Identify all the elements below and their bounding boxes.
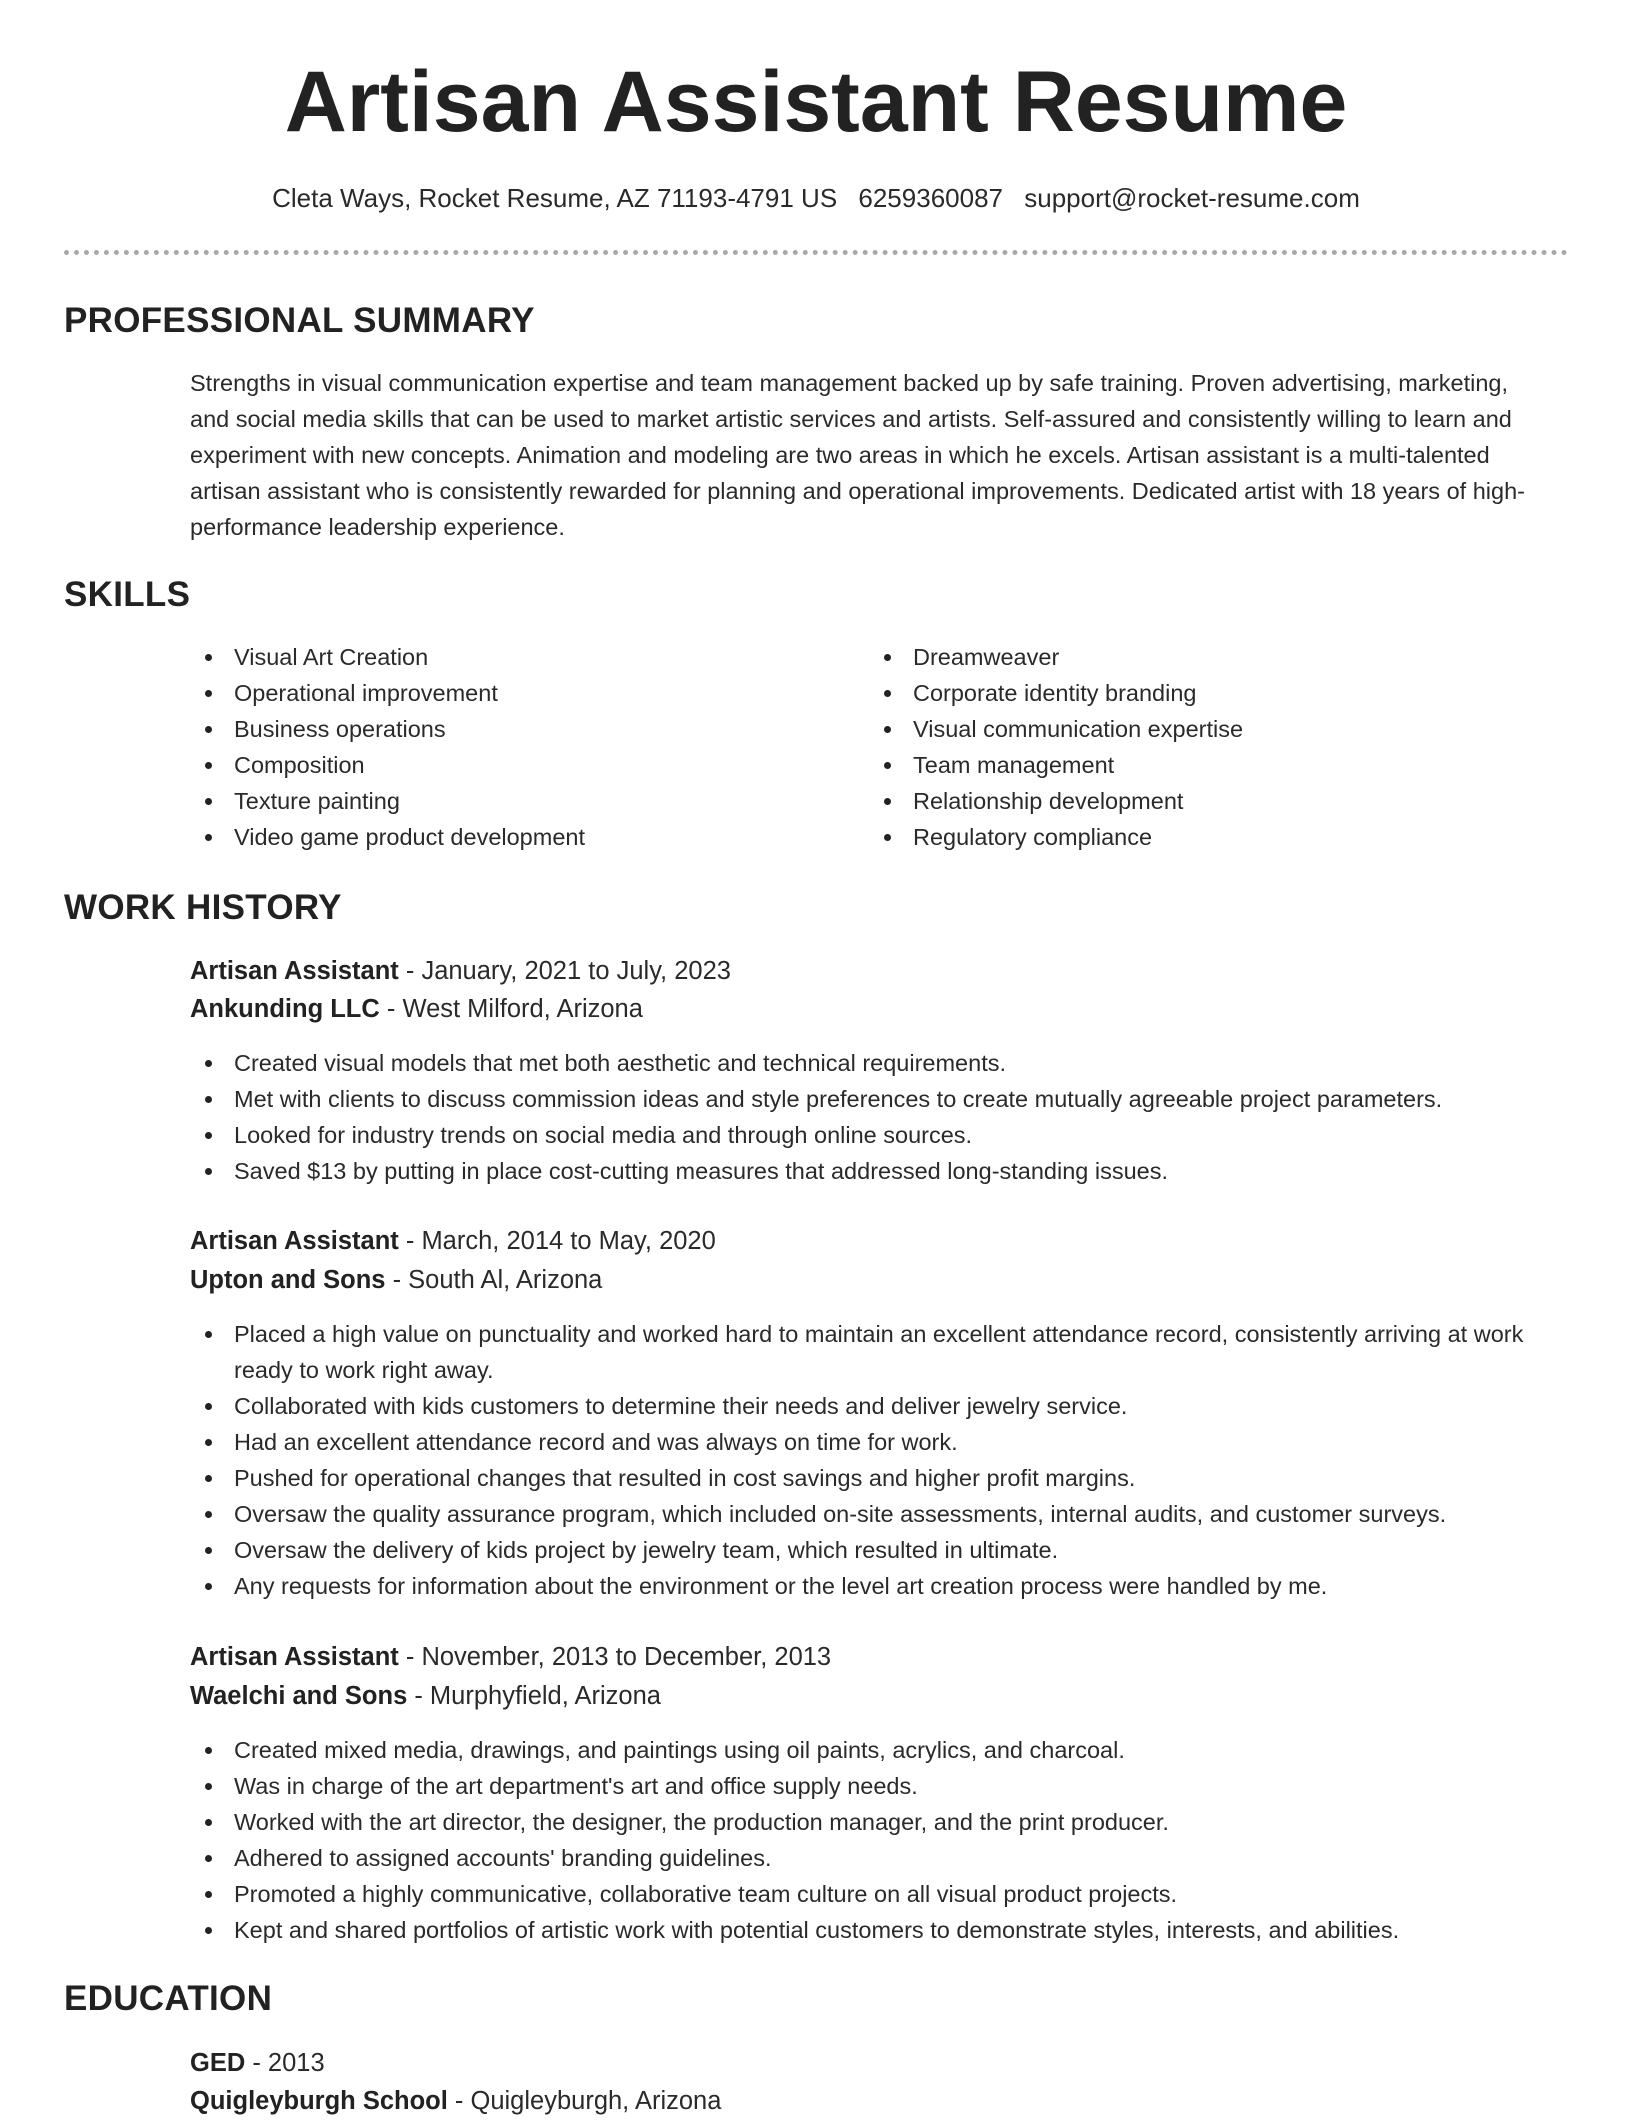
education-location: - Quigleyburgh, Arizona bbox=[447, 2087, 722, 2115]
job-company: Waelchi and Sons bbox=[190, 1682, 408, 1710]
job-bullet: Placed a high value on punctuality and worked hard to maintain an excellent attendance record, consistently arriving at work ready to work right away. bbox=[190, 1316, 1570, 1388]
job-company: Upton and Sons bbox=[190, 1266, 386, 1294]
work-history-heading: WORK HISTORY bbox=[64, 888, 342, 927]
job-bullet: Promoted a highly communicative, collaborative team culture on all visual product projects. bbox=[190, 1876, 1570, 1912]
job-location: - South Al, Arizona bbox=[385, 1266, 603, 1294]
job-title: Artisan Assistant bbox=[190, 957, 399, 985]
education-degree: GED bbox=[190, 2049, 246, 2077]
skill-item: Corporate identity branding bbox=[869, 675, 1243, 711]
job-bullet: Kept and shared portfolios of artistic work with potential customers to demonstrate styles, interests, and abilities. bbox=[190, 1912, 1570, 1948]
contact-line bbox=[0, 180, 1632, 216]
job-title-line bbox=[190, 1222, 716, 1260]
skills-heading: SKILLS bbox=[64, 575, 191, 614]
job-bullet: Had an excellent attendance record and was always on time for work. bbox=[190, 1424, 1570, 1460]
job-dates: - November, 2013 to December, 2013 bbox=[398, 1643, 832, 1671]
job-company-line bbox=[190, 990, 643, 1028]
skill-item: Visual Art Creation bbox=[190, 639, 585, 675]
skill-item: Dreamweaver bbox=[869, 639, 1243, 675]
job-title: Artisan Assistant bbox=[190, 1227, 399, 1255]
job-bullet: Oversaw the delivery of kids project by jewelry team, which resulted in ultimate. bbox=[190, 1532, 1570, 1568]
skills-list-right bbox=[869, 639, 1243, 855]
job-company: Ankunding LLC bbox=[190, 995, 380, 1023]
resume-title: Artisan Assistant Resume bbox=[284, 54, 1348, 150]
summary-heading: PROFESSIONAL SUMMARY bbox=[64, 301, 535, 340]
skill-item: Operational improvement bbox=[190, 675, 585, 711]
skill-item: Composition bbox=[190, 747, 585, 783]
job-bullet: Created mixed media, drawings, and paintings using oil paints, acrylics, and charcoal. bbox=[190, 1732, 1570, 1768]
job-title: Artisan Assistant bbox=[190, 1643, 399, 1671]
job-bullet: Met with clients to discuss commission ideas and style preferences to create mutually agreeable project parameters. bbox=[190, 1081, 1570, 1117]
job-bullet: Saved $13 by putting in place cost-cutting measures that addressed long-standing issues. bbox=[190, 1153, 1570, 1189]
job-bullets bbox=[190, 1045, 1570, 1189]
skill-item: Visual communication expertise bbox=[869, 711, 1243, 747]
skill-item: Business operations bbox=[190, 711, 585, 747]
job-dates: - January, 2021 to July, 2023 bbox=[398, 957, 731, 985]
job-bullet: Pushed for operational changes that resulted in cost savings and higher profit margins. bbox=[190, 1460, 1570, 1496]
skill-item: Video game product development bbox=[190, 819, 585, 855]
contact-email: support@rocket-resume.com bbox=[1024, 183, 1360, 213]
job-bullet: Looked for industry trends on social media and through online sources. bbox=[190, 1117, 1570, 1153]
job-bullet: Created visual models that met both aesthetic and technical requirements. bbox=[190, 1045, 1570, 1081]
education-heading: EDUCATION bbox=[64, 1979, 273, 2018]
contact-phone: 6259360087 bbox=[858, 183, 1003, 213]
job-location: - West Milford, Arizona bbox=[379, 995, 643, 1023]
job-title-line bbox=[190, 1638, 831, 1676]
skills-list-left bbox=[190, 639, 585, 855]
job-bullets bbox=[190, 1732, 1570, 1948]
job-bullet: Worked with the art director, the designer, the production manager, and the print producer. bbox=[190, 1804, 1570, 1840]
education-school-line bbox=[190, 2082, 721, 2120]
job-title-line bbox=[190, 952, 731, 990]
job-bullet: Adhered to assigned accounts' branding guidelines. bbox=[190, 1840, 1570, 1876]
header-divider bbox=[64, 250, 1568, 255]
job-bullet: Was in charge of the art department's art and office supply needs. bbox=[190, 1768, 1570, 1804]
job-company-line bbox=[190, 1261, 602, 1299]
skill-item: Relationship development bbox=[869, 783, 1243, 819]
job-bullet: Any requests for information about the environment or the level art creation process were handled by me. bbox=[190, 1568, 1570, 1604]
skill-item: Team management bbox=[869, 747, 1243, 783]
job-dates: - March, 2014 to May, 2020 bbox=[398, 1227, 716, 1255]
skill-item: Texture painting bbox=[190, 783, 585, 819]
job-bullet: Oversaw the quality assurance program, which included on-site assessments, internal audits, and customer surveys. bbox=[190, 1496, 1570, 1532]
education-school: Quigleyburgh School bbox=[190, 2087, 448, 2115]
job-company-line bbox=[190, 1677, 661, 1715]
skill-item: Regulatory compliance bbox=[869, 819, 1243, 855]
contact-address: Cleta Ways, Rocket Resume, AZ 71193-4791 US bbox=[272, 183, 838, 213]
education-year: - 2013 bbox=[245, 2049, 325, 2077]
job-bullet: Collaborated with kids customers to determine their needs and deliver jewelry service. bbox=[190, 1388, 1570, 1424]
summary-text: Strengths in visual communication expertise and team management backed up by safe training. Proven advertising, marketing, and social media skills that can be used to market artistic services and artists. Self-assured and consistently willing to learn and experiment with new concepts. Animation and modeling are two areas in which he excels. Artisan assistant is a multi-talented artisan assistant who is consistently rewarded for planning and operational improvements. Dedicated artist with 18 years of high-performance leadership experience. bbox=[190, 370, 1525, 540]
job-location: - Murphyfield, Arizona bbox=[407, 1682, 661, 1710]
job-bullets bbox=[190, 1316, 1570, 1604]
education-degree-line bbox=[190, 2044, 325, 2082]
